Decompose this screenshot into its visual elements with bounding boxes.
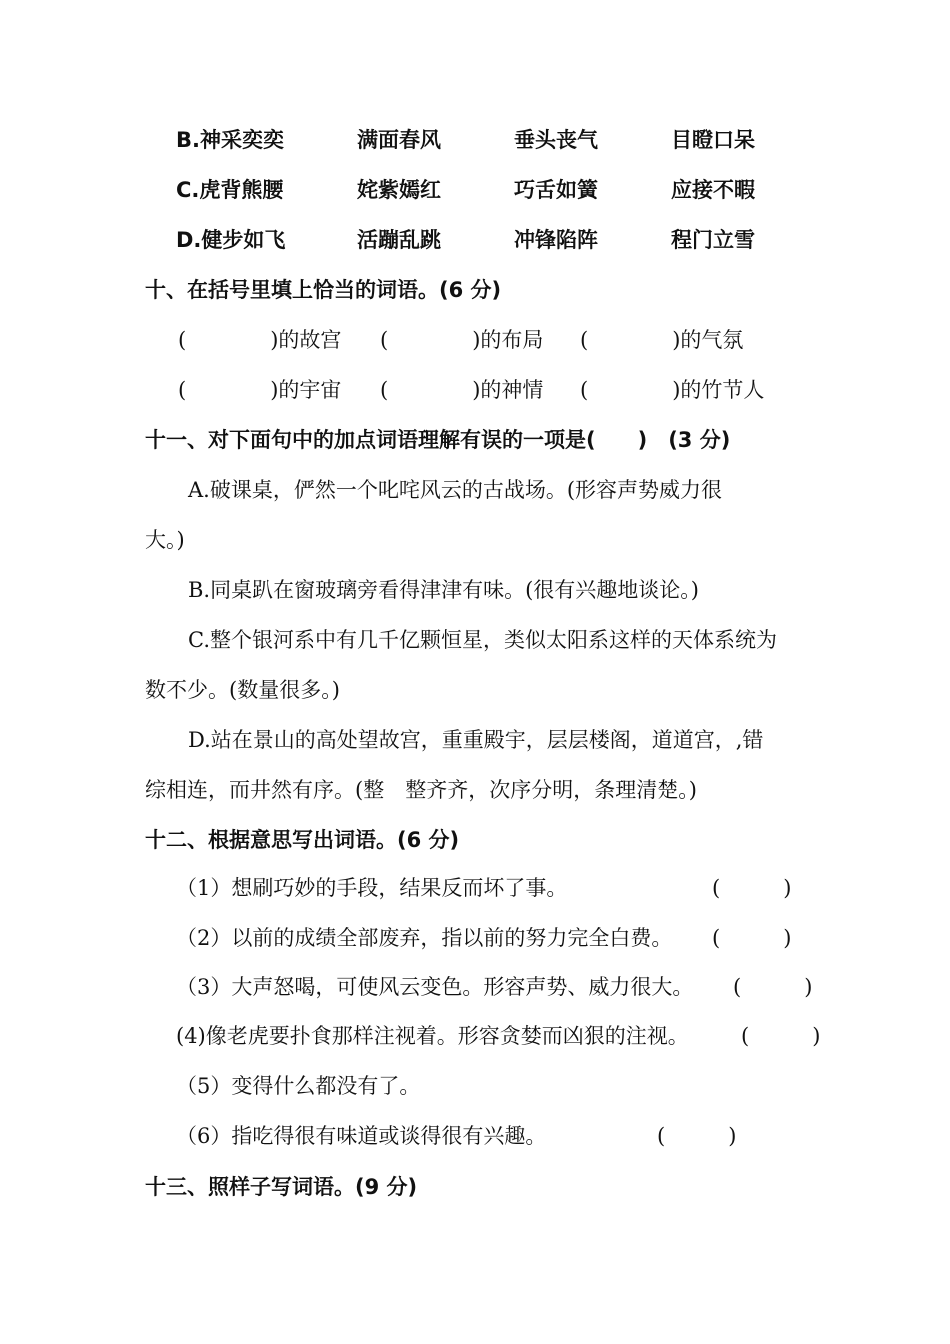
idiom-word: 冲锋陷阵 [514,228,598,252]
fill-blank-item[interactable]: ( )的气氛 [580,328,744,352]
option-label-b: B.神采奕奕 [176,128,284,152]
answer-blank[interactable]: ( ) [712,926,792,950]
idiom-word: 垂头丧气 [514,128,598,152]
idiom-word: 巧舌如簧 [514,178,598,202]
option-d-text: D.站在景山的高处望故宫，重重殿宇，层层楼阁，道道宫，,错 [188,728,764,752]
answer-blank[interactable]: ( ) [741,1024,821,1048]
option-d-text-cont: 综相连，而井然有序。(整 整齐齐，次序分明，条理清楚。) [145,778,697,802]
option-c-text-cont: 数不少。(数量很多。) [145,678,340,702]
fill-blank-item[interactable]: ( )的故宫 [178,328,342,352]
question-11-heading: 十一、对下面句中的加点词语理解有误的一项是( ) (3 分) [145,428,731,452]
idiom-word: 姹紫嫣红 [357,178,441,202]
idiom-word: 满面春风 [357,128,441,152]
option-label-d: D.健步如飞 [176,228,286,252]
option-c-text: C.整个银河系中有几千亿颗恒星，类似太阳系这样的天体系统为 [188,628,777,652]
fill-blank-item[interactable]: ( )的神情 [380,378,544,402]
definition-item: （6）指吃得很有味道或谈得很有兴趣。 [176,1124,547,1148]
question-13-heading: 十三、照样子写词语。(9 分) [145,1175,418,1199]
option-label-c: C.虎背熊腰 [176,178,284,202]
question-10-heading: 十、在括号里填上恰当的词语。(6 分) [145,278,502,302]
definition-item: （3）大声怒喝，可使风云变色。形容声势、威力很大。 [176,975,694,999]
option-a-text-cont: 大。) [145,528,185,552]
answer-blank[interactable]: ( ) [712,876,792,900]
idiom-word: 目瞪口呆 [671,128,755,152]
definition-item: (4)像老虎要扑食那样注视着。形容贪婪而凶狠的注视。 [176,1024,689,1048]
answer-blank[interactable]: ( ) [657,1124,737,1148]
definition-item: （1）想刷巧妙的手段，结果反而坏了事。 [176,876,568,900]
option-b-text: B.同桌趴在窗玻璃旁看得津津有味。(很有兴趣地谈论。) [188,578,699,602]
fill-blank-item[interactable]: ( )的竹节人 [580,378,765,402]
idiom-word: 应接不暇 [671,178,755,202]
idiom-word: 活蹦乱跳 [357,228,441,252]
definition-item: （5）变得什么都没有了。 [176,1074,421,1098]
fill-blank-item[interactable]: ( )的布局 [380,328,544,352]
idiom-word: 程门立雪 [671,228,755,252]
fill-blank-item[interactable]: ( )的宇宙 [178,378,342,402]
question-12-heading: 十二、根据意思写出词语。(6 分) [145,828,460,852]
answer-blank[interactable]: ( ) [733,975,813,999]
definition-item: （2）以前的成绩全部废弃，指以前的努力完全白费。 [176,926,673,950]
option-a-text: A.破课桌，俨然一个叱咤风云的古战场。(形容声势威力很 [188,478,723,502]
